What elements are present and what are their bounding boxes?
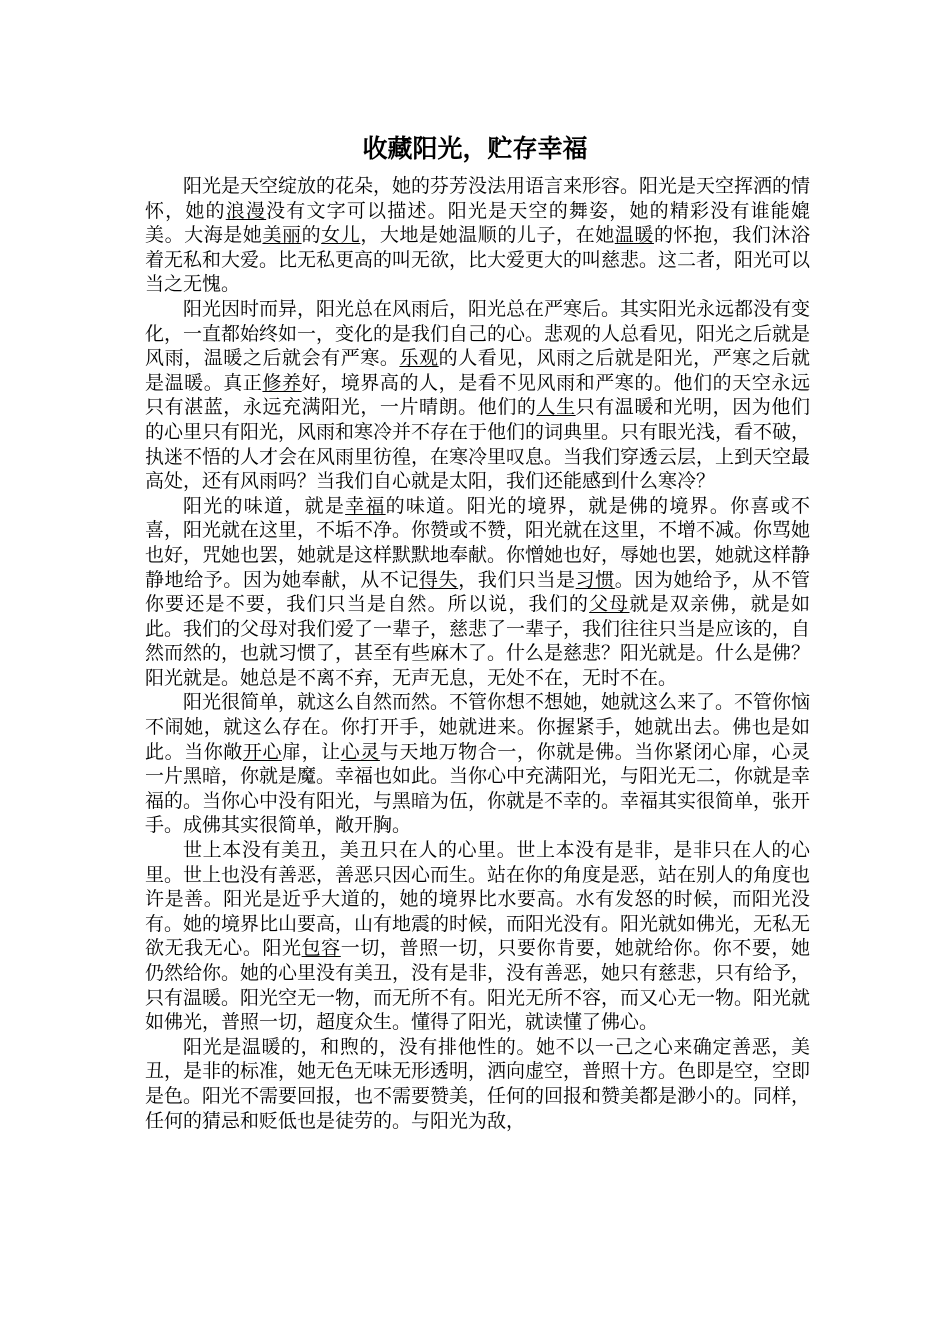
- paragraph-text: ，我们只当是: [458, 568, 576, 591]
- keyword-link[interactable]: 习惯: [575, 568, 615, 591]
- body-paragraph: [145, 174, 810, 297]
- paragraph-text: 与天地万物合一，你就是佛。当你紧闭心扉，心灵一片黑暗，你就是魔。幸福也如此。当你心中充满阳光，与阳光无二，你就是幸福的。当你心中没有阳光，与黑暗为伍，你就是不幸的。幸福其实很简单，张开手。成佛其实很简单，敞开胸。: [145, 740, 811, 837]
- paragraph-text: ，大地是她温顺的儿子，在她: [360, 224, 615, 247]
- paragraph-text: 只有温暖和光明，因为他们的心里只有阳光，风雨和寒冷并不存在于他们的词典里。只有眼光浅，看不破，执迷不悟的人才会在风雨里彷徨，在寒冷里叹息。当我们穿透云层，上到天空最高处，还有风雨吗？当我们自心就是太阳，我们还能感到什么寒冷？: [145, 396, 811, 493]
- paragraph-text: 一切，普照一切，只要你肯要，她就给你。你不要，她仍然给你。她的心里没有美丑，没有是非，没有善恶，她只有慈悲，只有给予，只有温暖。阳光空无一物，而无所不有。阳光无所不容，而又心无一物。阳光就如佛光，普照一切，超度众生。懂得了阳光，就读懂了佛心。: [145, 937, 811, 1034]
- paragraph-text: 的人看见，风雨之后就是阳光，严寒之后就是温暖。真正: [145, 347, 810, 394]
- paragraph-text: 的: [301, 224, 322, 247]
- keyword-link[interactable]: 得失: [419, 568, 459, 591]
- keyword-link[interactable]: 开心: [242, 740, 283, 763]
- body-paragraph: [145, 1035, 810, 1133]
- body-paragraph: [145, 838, 810, 1035]
- paragraph-text: 阳光的味道，就是: [183, 494, 346, 517]
- paragraph-text: 的味道。阳光的境界，就是佛的境界。你喜或不喜，阳光就在这里，不垢不净。你赞或不赞，阳光就在这里，不增不减。你骂她也好，咒她也罢，她就是这样默默地奉献。你憎她也好，辱她也罢，她就这样静静地给予。因为她奉献，从不记: [145, 494, 811, 591]
- paragraph-text: 阳光因时而异，阳光总在风雨后，阳光总在严寒后。其实阳光永远都没有变化，一直都始终如一，变化的是我们自己的心。悲观的人总看见，阳光之后就是风雨，温暖之后就会有严寒。: [145, 297, 811, 370]
- paragraph-text: 阳光是天空绽放的花朵，她的芬芳没法用语言来形容。阳光是天空挥洒的情怀，她的: [145, 175, 811, 222]
- paragraph-text: 世上本没有美丑，美丑只在人的心里。世上本没有是非，是非只在人的心里。世上也没有善恶，善恶只因心而生。站在你的角度是恶，站在别人的角度也许是善。阳光是近乎大道的，她的境界比水要高。水有发怒的时候，而阳光没有。她的境界比山要高，山有地震的时候，而阳光没有。阳光就如佛光，无私无欲无我无心。阳光: [145, 839, 811, 960]
- document-body: [145, 174, 810, 1133]
- keyword-link[interactable]: 美丽: [262, 224, 302, 247]
- body-paragraph: [145, 494, 810, 691]
- paragraph-text: 就是双亲佛，就是如此。我们的父母对我们爱了一辈子，慈悲了一辈子，我们往往只当是应该的，自然而然的，也就习惯了，甚至有些麻木了。什么是慈悲？阳光就是。什么是佛？阳光就是。她总是不离不弃，无声无息，无处不在，无时不在。: [145, 593, 811, 689]
- paragraph-text: 阳光很简单，就这么自然而然。不管你想不想她，她就这么来了。不管你恼不闹她，就这么存在。你打开手，她就进来。你握紧手，她就出去。佛也是如此。当你敞: [145, 691, 811, 763]
- paragraph-text: 的怀抱，我们沐浴着无私和大爱。比无私更高的叫无欲，比大爱更大的叫慈悲。这二者，阳光可以当之无愧。: [145, 224, 811, 296]
- keyword-link[interactable]: 女儿: [321, 224, 361, 247]
- paragraph-text: 扉，让: [282, 740, 341, 763]
- keyword-link[interactable]: 乐观: [399, 347, 439, 370]
- keyword-link[interactable]: 浪漫: [225, 199, 267, 222]
- keyword-link[interactable]: 修养: [262, 371, 302, 394]
- keyword-link[interactable]: 温暖: [614, 224, 654, 247]
- keyword-link[interactable]: 心灵: [340, 740, 380, 763]
- body-paragraph: [145, 690, 810, 838]
- document-title: 收藏阳光，贮存幸福: [362, 134, 588, 163]
- paragraph-text: 阳光是温暖的，和煦的，没有排他性的。她不以一己之心来确定善恶，美丑，是非的标准，她无色无味无形透明，洒向虚空，普照十方。色即是空，空即是色。阳光不需要回报，也不需要赞美，任何的回报和赞美都是渺小的。同样，任何的猜忌和贬低也是徒劳的。与阳光为敌，: [145, 1035, 811, 1132]
- keyword-link[interactable]: 人生: [536, 396, 576, 419]
- keyword-link[interactable]: 幸福: [345, 494, 386, 517]
- paragraph-text: 。因为她给予，从不管你要还是不要，我们只当是自然。所以说，我们的: [145, 568, 810, 616]
- keyword-link[interactable]: 父母: [589, 593, 630, 616]
- body-paragraph: [145, 297, 810, 494]
- paragraph-text: 没有文字可以描述。阳光是天空的舞姿，她的精彩没有谁能媲美。大海是她: [145, 199, 810, 247]
- paragraph-text: 好，境界高的人，是看不见风雨和严寒的。他们的天空永远只有湛蓝，永远充满阳光，一片晴朗。他们的: [145, 371, 810, 419]
- keyword-link[interactable]: 包容: [301, 937, 341, 960]
